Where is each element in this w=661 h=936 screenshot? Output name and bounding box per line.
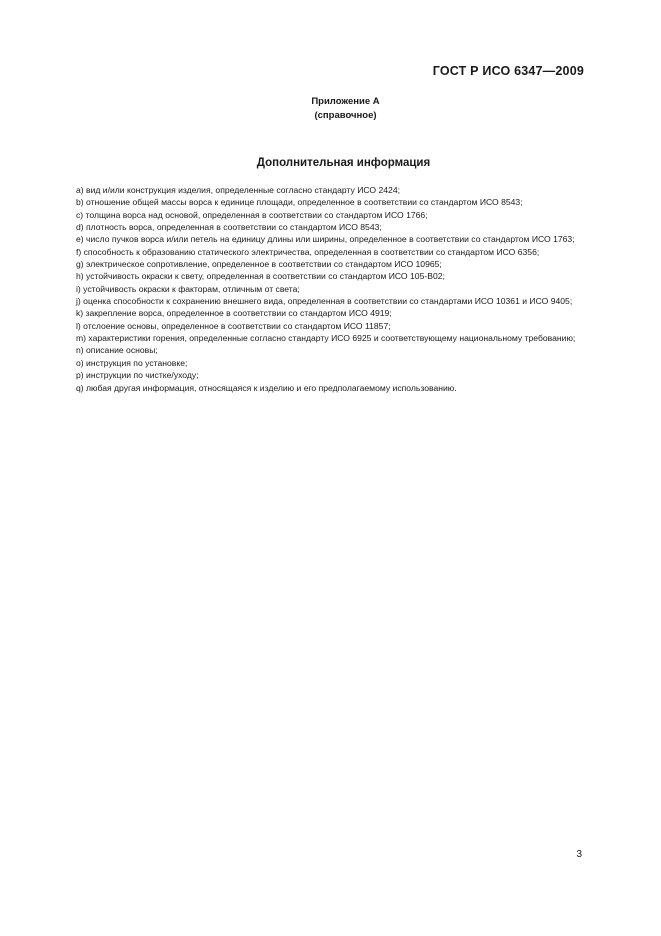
- appendix-subtitle: (справочное): [314, 110, 377, 121]
- list-item: n) описание основы;: [76, 345, 158, 356]
- list-item: m) характеристики горения, определенные согласно стандарту ИСО 6925 и соответствующему национальному требованию;: [76, 333, 576, 344]
- list-item: l) отслоение основы, определенное в соответствии со стандартом ИСО 11857;: [76, 320, 391, 331]
- list-item: q) любая другая информация, относящаяся к изделию и его предполагаемому использованию.: [76, 382, 457, 393]
- list-item: а) вид и/или конструкция изделия, определенные согласно стандарту ИСО 2424;: [76, 185, 401, 195]
- appendix-heading: [0, 95, 661, 123]
- list-item: d) плотность ворса, определенная в соответствии со стандартом ИСО 8543;: [76, 222, 382, 233]
- list-item: g) электрическое сопротивление, определенное в соответствии со стандартом ИСО 10965;: [76, 259, 442, 270]
- list-item: e) число пучков ворса и/или петель на единицу длины или ширины, определенное в соответствии со стандартом ИСО 1763;: [76, 234, 575, 245]
- list-item: b) отношение общей массы ворса к единице площади, определенное в соответствии со стандартом ИСО 8543;: [76, 197, 523, 208]
- list-item: k) закрепление ворса, определенное в соответствии со стандартом ИСО 4919;: [76, 308, 392, 319]
- page-number: 3: [576, 849, 582, 860]
- list-item: i) устойчивость окраски к факторам, отличным от света;: [76, 283, 300, 294]
- list-item: p) инструкции по чистке/уходу;: [76, 370, 199, 381]
- appendix-title: Приложение А: [311, 96, 380, 107]
- info-list: [47, 184, 583, 394]
- list-item: c) толщина ворса над основой, определенная в соответствии со стандартом ИСО 1766;: [76, 209, 428, 220]
- list-item: o) инструкция по установке;: [76, 357, 188, 368]
- document-header: ГОСТ Р ИСО 6347—2009: [432, 64, 584, 78]
- list-item: j) оценка способности к сохранению внешнего вида, определенная в соответствии со стандартами ИСО 10361 и ИСО 9405;: [76, 296, 573, 307]
- list-item: f) способность к образованию статического электричества, определенная в соответствии со стандартом ИСО 6356;: [76, 246, 540, 257]
- section-title: Дополнительная информация: [256, 157, 431, 169]
- list-item: h) устойчивость окраски к свету, определенная в соответствии со стандартом ИСО 105-В02;: [76, 271, 445, 282]
